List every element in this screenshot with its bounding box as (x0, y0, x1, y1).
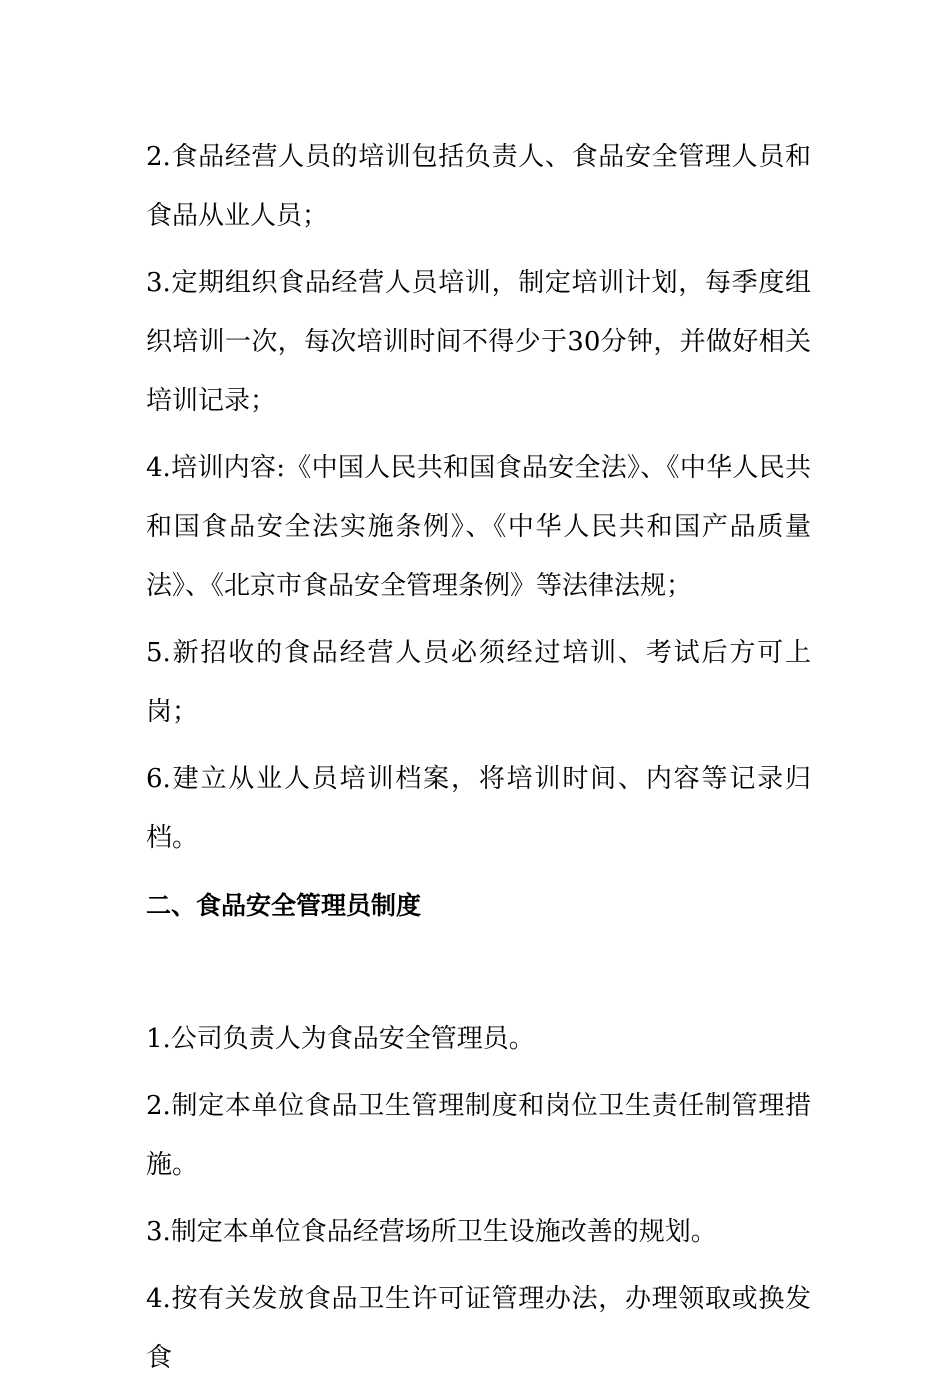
list-item: 2.制定本单位食品卫生管理制度和岗位卫生责任制管理措施。 (146, 1091, 811, 1180)
section-heading: 二、食品安全管理员制度 (146, 891, 422, 920)
list-item: 6.建立从业人员培训档案，将培训时间、内容等记录归档。 (146, 764, 811, 853)
list-item: 3.制定本单位食品经营场所卫生设施改善的规划。 (146, 1217, 717, 1247)
list-item: 4.培训内容:《中国人民共和国食品安全法》、《中华人民共和国食品安全法实施条例》、《中华人民共和国产品质量法》、《北京市食品安全管理条例》等法律法规； (146, 453, 811, 601)
list-item: 2.食品经营人员的培训包括负责人、食品安全管理人员和食品从业人员； (146, 142, 811, 231)
list-item: 4.按有关发放食品卫生许可证管理办法，办理领取或换发食 (146, 1284, 811, 1373)
list-item: 5.新招收的食品经营人员必须经过培训、考试后方可上岗； (146, 638, 811, 727)
document-body (146, 128, 811, 1396)
list-item: 3.定期组织食品经营人员培训，制定培训计划，每季度组织培训一次，每次培训时间不得少于30分钟，并做好相关培训记录； (146, 268, 811, 416)
list-item: 1.公司负责人为食品安全管理员。 (146, 1024, 535, 1054)
